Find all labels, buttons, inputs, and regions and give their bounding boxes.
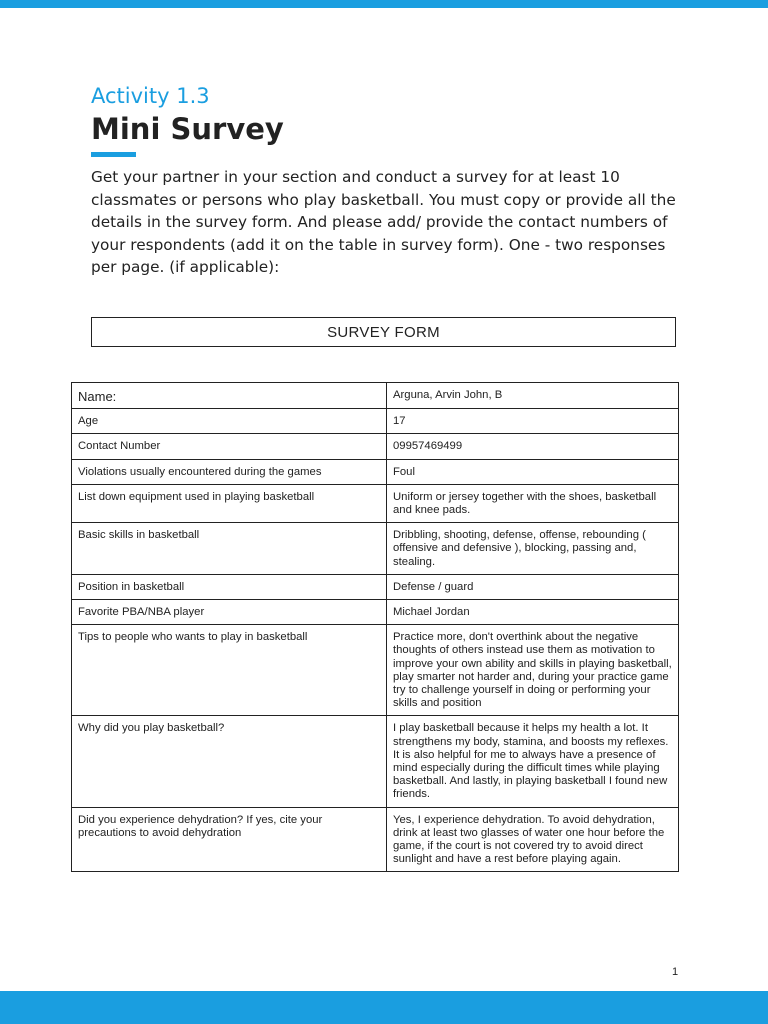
answer-cell: I play basketball because it helps my health a lot. It strengthens my body, stamina, and boosts my reflexes. It is also helpful for me to always have a presence of mind especially during the difficult times while playing basketball. And lastly, in playing basketball I found new friends. <box>387 716 679 807</box>
table-row <box>72 434 679 459</box>
survey-form-header: SURVEY FORM <box>91 317 676 347</box>
question-cell: Favorite PBA/NBA player <box>72 600 387 625</box>
title-underline <box>91 152 136 157</box>
answer-cell: Practice more, don't overthink about the negative thoughts of others instead use them as motivation to improve your own ability and skills in playing basketball, play smarter not harder and, during your practice game try to challenge yourself in doing or performing your skills and position <box>387 625 679 716</box>
answer-cell: Foul <box>387 459 679 484</box>
answer-cell: 09957469499 <box>387 434 679 459</box>
table-row <box>72 574 679 599</box>
answer-cell: Uniform or jersey together with the shoes, basketball and knee pads. <box>387 484 679 522</box>
page-title: Mini Survey <box>91 112 284 146</box>
answer-cell: Dribbling, shooting, defense, offense, rebounding ( offensive and defensive ), blocking, passing and, stealing. <box>387 523 679 575</box>
question-cell: Age <box>72 409 387 434</box>
question-cell: Basic skills in basketball <box>72 523 387 575</box>
question-cell: Why did you play basketball? <box>72 716 387 807</box>
question-cell: Position in basketball <box>72 574 387 599</box>
table-row <box>72 716 679 807</box>
table-row <box>72 409 679 434</box>
top-accent-bar <box>0 0 768 8</box>
table-row <box>72 523 679 575</box>
answer-cell: Arguna, Arvin John, B <box>387 383 679 409</box>
question-cell: Violations usually encountered during the games <box>72 459 387 484</box>
question-cell: Tips to people who wants to play in basketball <box>72 625 387 716</box>
question-cell: Contact Number <box>72 434 387 459</box>
table-row <box>72 807 679 872</box>
survey-table <box>71 382 679 872</box>
table-row <box>72 600 679 625</box>
answer-cell: Michael Jordan <box>387 600 679 625</box>
page-number: 1 <box>672 966 679 978</box>
table-row <box>72 459 679 484</box>
table-row <box>72 625 679 716</box>
activity-label: Activity 1.3 <box>91 84 210 108</box>
answer-cell: Defense / guard <box>387 574 679 599</box>
table-row <box>72 383 679 409</box>
instructions-paragraph: Get your partner in your section and conduct a survey for at least 10 classmates or persons who play basketball. You must copy or provide all the details in the survey form. And please add/ provide the contact numbers of your respondents (add it on the table in survey form). One - two responses per page. (if applicable): <box>91 168 676 276</box>
question-cell: Did you experience dehydration? If yes, cite your precautions to avoid dehydration <box>72 807 387 872</box>
question-cell: Name: <box>72 383 387 409</box>
answer-cell: 17 <box>387 409 679 434</box>
question-cell: List down equipment used in playing basketball <box>72 484 387 522</box>
table-row <box>72 484 679 522</box>
bottom-accent-bar <box>0 991 768 1024</box>
answer-cell: Yes, I experience dehydration. To avoid dehydration, drink at least two glasses of water one hour before the game, if the court is not covered try to avoid direct sunlight and have a rest before playing again. <box>387 807 679 872</box>
